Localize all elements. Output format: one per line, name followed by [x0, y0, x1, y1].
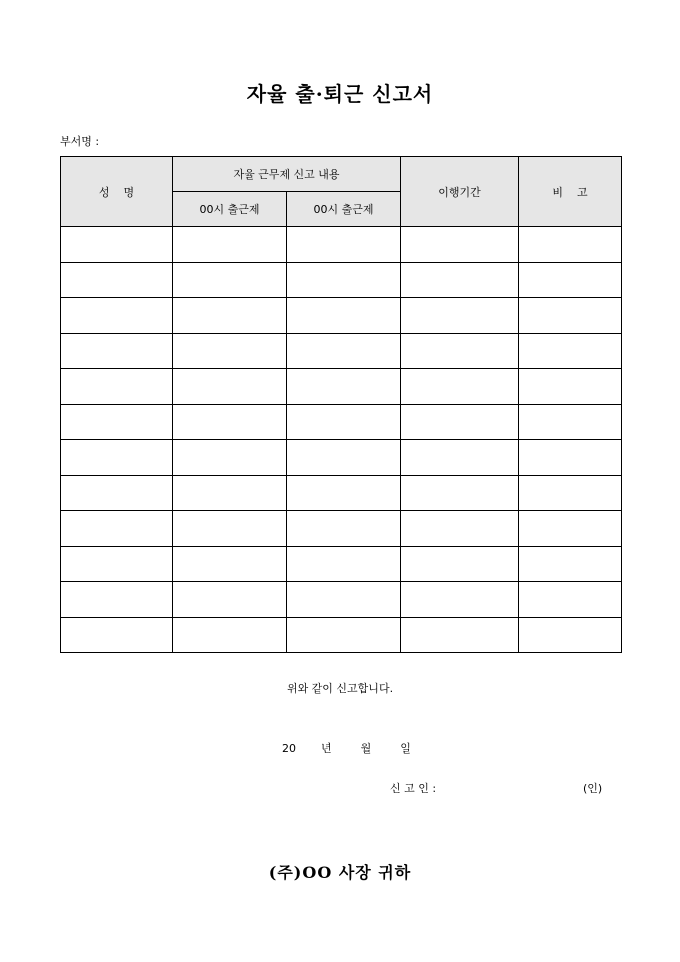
table-cell[interactable]	[519, 440, 622, 476]
seal-label: (인)	[583, 782, 603, 795]
table-cell[interactable]	[287, 617, 401, 653]
table-cell[interactable]	[61, 617, 173, 653]
table-row	[61, 440, 622, 476]
table-cell[interactable]	[61, 475, 173, 511]
table-cell[interactable]	[173, 298, 287, 334]
table-cell[interactable]	[287, 227, 401, 263]
table-row	[61, 262, 622, 298]
table-cell[interactable]	[401, 546, 519, 582]
table-cell[interactable]	[173, 582, 287, 618]
table-cell[interactable]	[287, 369, 401, 405]
table-cell[interactable]	[287, 511, 401, 547]
table-row	[61, 511, 622, 547]
table-row	[61, 333, 622, 369]
table-cell[interactable]	[287, 333, 401, 369]
table-cell[interactable]	[287, 404, 401, 440]
table-cell[interactable]	[173, 511, 287, 547]
table-cell[interactable]	[61, 227, 173, 263]
table-cell[interactable]	[401, 617, 519, 653]
date-year-prefix: 20	[282, 742, 296, 755]
table-row	[61, 475, 622, 511]
content-header: 자율 근무제 신고 내용	[173, 157, 401, 192]
form-title: 자율 출·퇴근 신고서	[246, 82, 434, 106]
table-cell[interactable]	[61, 333, 173, 369]
table-row	[61, 546, 622, 582]
table-cell[interactable]	[401, 262, 519, 298]
table-cell[interactable]	[61, 546, 173, 582]
recipient: (주)OO 사장 귀하	[268, 863, 412, 882]
table-cell[interactable]	[61, 298, 173, 334]
table-cell[interactable]	[173, 262, 287, 298]
reporter-label: 신 고 인 :	[390, 782, 437, 795]
date-month: 월	[360, 742, 372, 755]
table-cell[interactable]	[61, 404, 173, 440]
sub-header-1: 00시 출근제	[173, 192, 287, 227]
table-cell[interactable]	[173, 617, 287, 653]
name-header: 성 명	[61, 157, 173, 227]
period-header: 이행기간	[401, 157, 519, 227]
table-cell[interactable]	[61, 369, 173, 405]
table-cell[interactable]	[401, 298, 519, 334]
table-row	[61, 617, 622, 653]
table-cell[interactable]	[519, 617, 622, 653]
closing-statement: 위와 같이 신고합니다.	[286, 682, 394, 695]
table-cell[interactable]	[401, 227, 519, 263]
date-day: 일	[400, 742, 411, 755]
table-cell[interactable]	[61, 582, 173, 618]
table-cell[interactable]	[401, 333, 519, 369]
table-row	[61, 369, 622, 405]
table-cell[interactable]	[287, 546, 401, 582]
table-cell[interactable]	[519, 369, 622, 405]
remarks-header: 비 고	[519, 157, 622, 227]
table-cell[interactable]	[173, 475, 287, 511]
table-cell[interactable]	[61, 440, 173, 476]
table-cell[interactable]	[519, 262, 622, 298]
department-label: 부서명 :	[60, 135, 100, 148]
sub-header-2: 00시 출근제	[287, 192, 401, 227]
table-cell[interactable]	[519, 298, 622, 334]
table-cell[interactable]	[173, 227, 287, 263]
table-cell[interactable]	[519, 582, 622, 618]
table-cell[interactable]	[519, 511, 622, 547]
table-cell[interactable]	[287, 298, 401, 334]
table-cell[interactable]	[173, 546, 287, 582]
table-cell[interactable]	[173, 440, 287, 476]
table-cell[interactable]	[519, 546, 622, 582]
table-cell[interactable]	[401, 404, 519, 440]
table-cell[interactable]	[401, 369, 519, 405]
table-row	[61, 298, 622, 334]
table-cell[interactable]	[287, 475, 401, 511]
table-cell[interactable]	[401, 475, 519, 511]
table-cell[interactable]	[519, 227, 622, 263]
table-row	[61, 227, 622, 263]
table-cell[interactable]	[401, 440, 519, 476]
table-row	[61, 582, 622, 618]
date-year: 년	[321, 742, 332, 755]
table-cell[interactable]	[61, 511, 173, 547]
table-cell[interactable]	[519, 333, 622, 369]
table-cell[interactable]	[287, 582, 401, 618]
table-cell[interactable]	[287, 262, 401, 298]
date-line	[282, 740, 411, 756]
table-cell[interactable]	[173, 333, 287, 369]
table-cell[interactable]	[61, 262, 173, 298]
table-row	[61, 404, 622, 440]
report-table	[60, 156, 622, 653]
table-cell[interactable]	[519, 475, 622, 511]
table-cell[interactable]	[401, 511, 519, 547]
table-cell[interactable]	[287, 440, 401, 476]
table-cell[interactable]	[173, 404, 287, 440]
table-cell[interactable]	[519, 404, 622, 440]
table-cell[interactable]	[173, 369, 287, 405]
table-cell[interactable]	[401, 582, 519, 618]
